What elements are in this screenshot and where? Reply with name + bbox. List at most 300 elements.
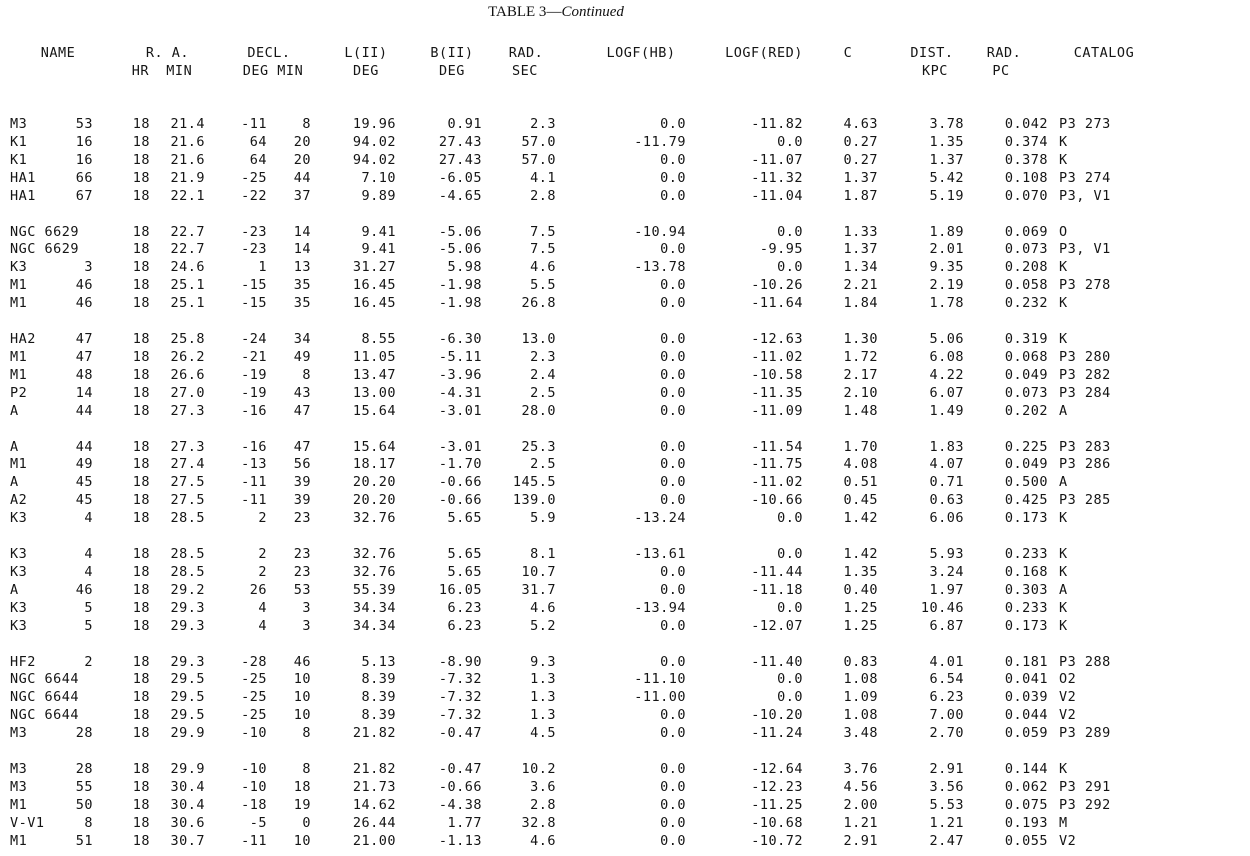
table-cell-dec_m: 43	[293, 385, 311, 401]
table-cell-ra_min: 28.5	[170, 564, 205, 580]
table-cell-dist: 4.22	[929, 367, 964, 383]
table-cell-c: 2.91	[843, 833, 878, 849]
table-cell-name: K3	[10, 618, 28, 634]
table-cell-ra_min: 21.4	[170, 116, 205, 132]
table-cell-fhb: -13.94	[634, 600, 686, 616]
table-cell-b: 27.43	[438, 134, 482, 150]
table-cell-fred: -11.18	[751, 582, 803, 598]
table-cell-ra_min: 25.8	[170, 331, 205, 347]
table-cell-b: -4.38	[438, 797, 482, 813]
table-title-main: TABLE 3	[488, 4, 547, 20]
table-cell-fhb: -11.00	[634, 689, 686, 705]
table-cell-l: 14.62	[352, 797, 396, 813]
table-cell-dec_d: 64	[249, 134, 267, 150]
table-cell-name: HF2	[10, 654, 36, 670]
table-cell-dec_d: -10	[241, 761, 267, 777]
table-cell-rad: 5.9	[530, 510, 556, 526]
table-cell-rad: 5.2	[530, 618, 556, 634]
table-cell-radpc: 0.378	[1004, 152, 1048, 168]
table-cell-rad: 7.5	[530, 224, 556, 240]
table-cell-fhb: 0.0	[660, 367, 686, 383]
table-cell-dec_m: 23	[293, 510, 311, 526]
column-header-ra_hr: R. A.	[145, 45, 190, 61]
table-cell-b: -1.98	[438, 295, 482, 311]
table-cell-fred: -12.64	[751, 761, 803, 777]
table-cell-cat: K	[1059, 152, 1068, 168]
table-cell-c: 0.45	[843, 492, 878, 508]
table-cell-ra_min: 27.3	[170, 403, 205, 419]
table-cell-num: 44	[75, 439, 93, 455]
table-cell-cat: P3 282	[1059, 367, 1111, 383]
table-cell-fred: -11.35	[751, 385, 803, 401]
table-cell-radpc: 0.070	[1004, 188, 1048, 204]
table-cell-dec_d: 2	[258, 564, 267, 580]
table-cell-dec_d: -22	[241, 188, 267, 204]
table-cell-dec_d: -15	[241, 277, 267, 293]
table-cell-fhb: 0.0	[660, 152, 686, 168]
column-subheader-radpc: PC	[992, 63, 1010, 79]
table-cell-dec_d: -10	[241, 779, 267, 795]
table-cell-c: 1.42	[843, 546, 878, 562]
table-cell-c: 1.21	[843, 815, 878, 831]
table-cell-cat: P3 280	[1059, 349, 1111, 365]
table-cell-ra_min: 29.9	[170, 761, 205, 777]
table-cell-radpc: 0.039	[1004, 689, 1048, 705]
table-cell-ra_min: 29.9	[170, 725, 205, 741]
table-cell-fhb: 0.0	[660, 707, 686, 723]
table-cell-rad: 4.6	[530, 259, 556, 275]
table-cell-rad: 2.4	[530, 367, 556, 383]
table-cell-dec_d: -21	[241, 349, 267, 365]
table-cell-num: 14	[75, 385, 93, 401]
table-cell-l: 31.27	[352, 259, 396, 275]
table-cell-dec_d: -11	[241, 474, 267, 490]
table-cell-ra_hr: 18	[132, 259, 150, 275]
table-cell-cat: A	[1059, 474, 1068, 490]
table-cell-fred: 0.0	[777, 259, 803, 275]
table-cell-fhb: 0.0	[660, 492, 686, 508]
table-cell-name: K3	[10, 564, 28, 580]
table-cell-l: 8.39	[361, 671, 396, 687]
table-cell-rad: 26.8	[521, 295, 556, 311]
table-cell-dec_m: 10	[293, 671, 311, 687]
table-cell-c: 1.87	[843, 188, 878, 204]
table-cell-ra_hr: 18	[132, 564, 150, 580]
table-cell-ra_hr: 18	[132, 277, 150, 293]
table-cell-ra_min: 22.7	[170, 241, 205, 257]
table-cell-c: 4.56	[843, 779, 878, 795]
table-cell-l: 13.00	[352, 385, 396, 401]
table-cell-fred: -12.07	[751, 618, 803, 634]
table-cell-ra_min: 22.1	[170, 188, 205, 204]
table-cell-b: -3.96	[438, 367, 482, 383]
table-title-separator: —	[546, 4, 562, 20]
table-cell-ra_min: 26.6	[170, 367, 205, 383]
table-cell-radpc: 0.202	[1004, 403, 1048, 419]
table-cell-ra_min: 28.5	[170, 510, 205, 526]
table-cell-ra_min: 24.6	[170, 259, 205, 275]
table-title	[0, 4, 1112, 21]
table-cell-name: HA1	[10, 188, 36, 204]
table-cell-dist: 5.53	[929, 797, 964, 813]
table-cell-dist: 1.89	[929, 224, 964, 240]
table-cell-fred: -11.07	[751, 152, 803, 168]
table-cell-c: 0.83	[843, 654, 878, 670]
table-cell-ra_hr: 18	[132, 116, 150, 132]
table-cell-name: A	[10, 439, 19, 455]
column-subheader-ra_hr: HR MIN	[131, 63, 193, 79]
table-cell-ra_min: 27.3	[170, 439, 205, 455]
table-cell-cat: P3 285	[1059, 492, 1111, 508]
table-cell-l: 32.76	[352, 546, 396, 562]
table-cell-rad: 1.3	[530, 689, 556, 705]
table-cell-rad: 4.6	[530, 833, 556, 849]
table-cell-num: 28	[75, 761, 93, 777]
table-cell-rad: 10.7	[521, 564, 556, 580]
table-cell-dist: 3.24	[929, 564, 964, 580]
table-cell-fred: -9.95	[759, 241, 803, 257]
table-cell-b: 1.77	[447, 815, 482, 831]
table-cell-fhb: 0.0	[660, 116, 686, 132]
table-cell-ra_min: 30.4	[170, 779, 205, 795]
table-cell-cat: K	[1059, 618, 1068, 634]
table-cell-cat: K	[1059, 134, 1068, 150]
table-cell-ra_hr: 18	[132, 241, 150, 257]
table-cell-fred: 0.0	[777, 689, 803, 705]
table-cell-dec_m: 35	[293, 277, 311, 293]
table-cell-rad: 2.5	[530, 385, 556, 401]
table-cell-rad: 2.8	[530, 797, 556, 813]
table-cell-num: 4	[84, 564, 93, 580]
table-cell-rad: 10.2	[521, 761, 556, 777]
table-cell-radpc: 0.319	[1004, 331, 1048, 347]
table-cell-name: A2	[10, 492, 28, 508]
table-cell-num: 46	[75, 295, 93, 311]
table-cell-b: 16.05	[438, 582, 482, 598]
table-cell-num: 45	[75, 474, 93, 490]
table-cell-ra_hr: 18	[132, 510, 150, 526]
table-cell-rad: 4.1	[530, 170, 556, 186]
table-cell-ra_min: 21.9	[170, 170, 205, 186]
table-cell-fhb: 0.0	[660, 295, 686, 311]
table-cell-dec_m: 0	[302, 815, 311, 831]
table-cell-b: -7.32	[438, 671, 482, 687]
table-cell-dec_m: 47	[293, 439, 311, 455]
table-cell-cat: P3 288	[1059, 654, 1111, 670]
table-cell-b: -5.06	[438, 224, 482, 240]
table-cell-fhb: 0.0	[660, 797, 686, 813]
table-cell-dec_m: 37	[293, 188, 311, 204]
table-cell-dec_m: 14	[293, 224, 311, 240]
table-cell-radpc: 0.042	[1004, 116, 1048, 132]
table-cell-fhb: 0.0	[660, 385, 686, 401]
table-cell-num: 47	[75, 349, 93, 365]
table-cell-dec_m: 8	[302, 725, 311, 741]
table-cell-name: K3	[10, 600, 28, 616]
column-subheader-rad: SEC	[512, 63, 538, 79]
table-cell-ra_hr: 18	[132, 654, 150, 670]
table-cell-fred: -10.68	[751, 815, 803, 831]
table-cell-ra_hr: 18	[132, 134, 150, 150]
table-cell-radpc: 0.173	[1004, 510, 1048, 526]
table-cell-l: 18.17	[352, 456, 396, 472]
table-cell-rad: 5.5	[530, 277, 556, 293]
table-cell-ra_min: 29.5	[170, 707, 205, 723]
table-cell-rad: 28.0	[521, 403, 556, 419]
table-cell-name: NGC 6644	[10, 707, 80, 723]
table-cell-num: 44	[75, 403, 93, 419]
table-cell-dec_d: 1	[258, 259, 267, 275]
table-cell-ra_hr: 18	[132, 474, 150, 490]
table-cell-radpc: 0.181	[1004, 654, 1048, 670]
table-cell-dec_d: -19	[241, 385, 267, 401]
table-cell-radpc: 0.232	[1004, 295, 1048, 311]
table-cell-ra_hr: 18	[132, 385, 150, 401]
table-cell-b: -0.47	[438, 761, 482, 777]
table-cell-cat: P3 283	[1059, 439, 1111, 455]
table-cell-dec_d: 4	[258, 600, 267, 616]
table-cell-radpc: 0.049	[1004, 456, 1048, 472]
table-cell-fred: 0.0	[777, 600, 803, 616]
table-cell-ra_hr: 18	[132, 456, 150, 472]
table-cell-fred: 0.0	[777, 671, 803, 687]
table-cell-num: 16	[75, 152, 93, 168]
table-cell-dist: 3.78	[929, 116, 964, 132]
table-cell-num: 5	[84, 600, 93, 616]
column-header-b: B(II)	[430, 45, 474, 61]
table-cell-rad: 9.3	[530, 654, 556, 670]
table-cell-l: 11.05	[352, 349, 396, 365]
column-header-c: C	[843, 45, 853, 61]
table-cell-radpc: 0.225	[1004, 439, 1048, 455]
table-cell-dist: 9.35	[929, 259, 964, 275]
table-cell-l: 21.00	[352, 833, 396, 849]
table-cell-fred: -11.09	[751, 403, 803, 419]
table-cell-dec_d: -24	[241, 331, 267, 347]
table-cell-name: NGC 6629	[10, 224, 80, 240]
table-cell-ra_hr: 18	[132, 582, 150, 598]
table-cell-rad: 31.7	[521, 582, 556, 598]
table-cell-dist: 2.91	[929, 761, 964, 777]
table-cell-cat: K	[1059, 510, 1068, 526]
column-subheader-dist: KPC	[922, 63, 948, 79]
table-cell-ra_min: 29.5	[170, 671, 205, 687]
table-cell-cat: K	[1059, 259, 1068, 275]
table-cell-c: 4.63	[843, 116, 878, 132]
table-cell-dec_m: 8	[302, 116, 311, 132]
table-cell-radpc: 0.068	[1004, 349, 1048, 365]
table-cell-b: -8.90	[438, 654, 482, 670]
table-cell-dec_d: 2	[258, 510, 267, 526]
table-cell-fhb: 0.0	[660, 833, 686, 849]
table-cell-rad: 7.5	[530, 241, 556, 257]
table-cell-c: 1.09	[843, 689, 878, 705]
table-cell-name: M3	[10, 116, 28, 132]
table-cell-b: -1.98	[438, 277, 482, 293]
table-cell-dist: 5.93	[929, 546, 964, 562]
table-cell-c: 1.72	[843, 349, 878, 365]
table-cell-cat: A	[1059, 403, 1068, 419]
table-cell-fred: -11.04	[751, 188, 803, 204]
table-cell-dec_m: 3	[302, 618, 311, 634]
table-cell-name: K3	[10, 259, 28, 275]
table-cell-ra_min: 22.7	[170, 224, 205, 240]
table-cell-radpc: 0.059	[1004, 725, 1048, 741]
table-cell-dec_d: -13	[241, 456, 267, 472]
table-cell-rad: 2.5	[530, 456, 556, 472]
column-header-radpc: RAD.	[986, 45, 1022, 61]
table-cell-b: -3.01	[438, 439, 482, 455]
table-cell-ra_hr: 18	[132, 725, 150, 741]
table-cell-fhb: 0.0	[660, 331, 686, 347]
table-cell-fhb: 0.0	[660, 582, 686, 598]
table-cell-cat: K	[1059, 546, 1068, 562]
table-cell-fhb: 0.0	[660, 779, 686, 795]
table-cell-cat: K	[1059, 761, 1068, 777]
table-cell-b: 5.65	[447, 564, 482, 580]
table-cell-radpc: 0.193	[1004, 815, 1048, 831]
table-cell-ra_hr: 18	[132, 833, 150, 849]
table-cell-rad: 8.1	[530, 546, 556, 562]
table-cell-c: 1.48	[843, 403, 878, 419]
table-cell-radpc: 0.073	[1004, 241, 1048, 257]
table-cell-cat: P3, V1	[1059, 188, 1111, 204]
table-cell-fred: -12.63	[751, 331, 803, 347]
table-cell-fred: -11.02	[751, 349, 803, 365]
table-cell-c: 2.10	[843, 385, 878, 401]
table-cell-ra_min: 29.2	[170, 582, 205, 598]
table-cell-cat: K	[1059, 600, 1068, 616]
table-cell-fhb: 0.0	[660, 474, 686, 490]
table-cell-ra_hr: 18	[132, 815, 150, 831]
table-cell-dec_m: 10	[293, 707, 311, 723]
table-cell-name: M1	[10, 456, 28, 472]
table-cell-b: -7.32	[438, 707, 482, 723]
table-cell-ra_hr: 18	[132, 224, 150, 240]
table-cell-num: 5	[84, 618, 93, 634]
table-cell-c: 1.42	[843, 510, 878, 526]
table-cell-dec_m: 10	[293, 689, 311, 705]
table-cell-l: 20.20	[352, 474, 396, 490]
table-cell-radpc: 0.173	[1004, 618, 1048, 634]
table-cell-dist: 1.83	[929, 439, 964, 455]
table-cell-b: -5.06	[438, 241, 482, 257]
table-cell-rad: 57.0	[521, 152, 556, 168]
table-cell-ra_min: 25.1	[170, 295, 205, 311]
table-cell-ra_min: 30.6	[170, 815, 205, 831]
table-cell-radpc: 0.041	[1004, 671, 1048, 687]
column-header-dec_d: DECL.	[247, 45, 291, 61]
table-cell-dec_d: -28	[241, 654, 267, 670]
table-cell-num: 50	[75, 797, 93, 813]
column-header-rad: RAD.	[508, 45, 544, 61]
table-cell-b: -0.66	[438, 779, 482, 795]
table-cell-l: 9.41	[361, 224, 396, 240]
table-cell-b: 5.65	[447, 546, 482, 562]
table-cell-ra_min: 27.4	[170, 456, 205, 472]
table-cell-rad: 2.3	[530, 349, 556, 365]
table-cell-rad: 139.0	[512, 492, 556, 508]
table-cell-fred: -11.75	[751, 456, 803, 472]
table-cell-fhb: -13.61	[634, 546, 686, 562]
table-cell-name: M1	[10, 833, 28, 849]
table-cell-radpc: 0.069	[1004, 224, 1048, 240]
table-cell-ra_hr: 18	[132, 600, 150, 616]
table-cell-l: 9.89	[361, 188, 396, 204]
table-cell-num: 55	[75, 779, 93, 795]
table-cell-b: -0.66	[438, 492, 482, 508]
table-cell-rad: 4.6	[530, 600, 556, 616]
table-cell-c: 1.70	[843, 439, 878, 455]
table-cell-dec_m: 53	[293, 582, 311, 598]
table-cell-cat: P3 274	[1059, 170, 1111, 186]
table-cell-dist: 3.56	[929, 779, 964, 795]
table-cell-radpc: 0.055	[1004, 833, 1048, 849]
table-cell-b: -4.65	[438, 188, 482, 204]
table-cell-name: V-V1	[10, 815, 45, 831]
table-cell-ra_hr: 18	[132, 492, 150, 508]
column-header-l: L(II)	[344, 45, 388, 61]
table-cell-cat: P3 292	[1059, 797, 1111, 813]
table-cell-ra_hr: 18	[132, 546, 150, 562]
table-cell-c: 0.27	[843, 134, 878, 150]
table-cell-dec_m: 35	[293, 295, 311, 311]
table-cell-dec_m: 13	[293, 259, 311, 275]
table-cell-dec_d: -11	[241, 116, 267, 132]
table-cell-name: M3	[10, 761, 28, 777]
table-cell-name: M3	[10, 725, 28, 741]
table-cell-num: 8	[84, 815, 93, 831]
table-cell-dec_d: -23	[241, 241, 267, 257]
table-cell-ra_hr: 18	[132, 671, 150, 687]
table-cell-ra_min: 27.5	[170, 492, 205, 508]
column-subheader-l: DEG	[353, 63, 379, 79]
table-cell-l: 19.96	[352, 116, 396, 132]
table-cell-dec_m: 18	[293, 779, 311, 795]
table-cell-ra_min: 21.6	[170, 134, 205, 150]
table-cell-name: M1	[10, 295, 28, 311]
table-cell-dec_d: -25	[241, 707, 267, 723]
table-cell-cat: P3 286	[1059, 456, 1111, 472]
table-cell-fhb: -10.94	[634, 224, 686, 240]
table-cell-dist: 1.78	[929, 295, 964, 311]
table-cell-num: 28	[75, 725, 93, 741]
table-cell-ra_hr: 18	[132, 439, 150, 455]
column-header-dist: DIST.	[910, 45, 954, 61]
table-cell-ra_hr: 18	[132, 797, 150, 813]
table-cell-b: -1.13	[438, 833, 482, 849]
table-cell-l: 21.82	[352, 761, 396, 777]
table-cell-rad: 4.5	[530, 725, 556, 741]
table-cell-fred: -11.64	[751, 295, 803, 311]
table-cell-dec_m: 8	[302, 367, 311, 383]
table-cell-dec_d: -25	[241, 671, 267, 687]
table-cell-fhb: 0.0	[660, 349, 686, 365]
table-cell-fred: -11.44	[751, 564, 803, 580]
table-cell-cat: A	[1059, 582, 1068, 598]
table-cell-l: 94.02	[352, 152, 396, 168]
table-cell-c: 1.35	[843, 564, 878, 580]
table-cell-fred: -12.23	[751, 779, 803, 795]
table-cell-c: 4.08	[843, 456, 878, 472]
table-cell-num: 48	[75, 367, 93, 383]
table-cell-dec_d: -23	[241, 224, 267, 240]
table-cell-l: 8.55	[361, 331, 396, 347]
table-cell-num: 45	[75, 492, 93, 508]
table-cell-ra_hr: 18	[132, 689, 150, 705]
table-cell-b: -0.47	[438, 725, 482, 741]
table-cell-name: K3	[10, 546, 28, 562]
